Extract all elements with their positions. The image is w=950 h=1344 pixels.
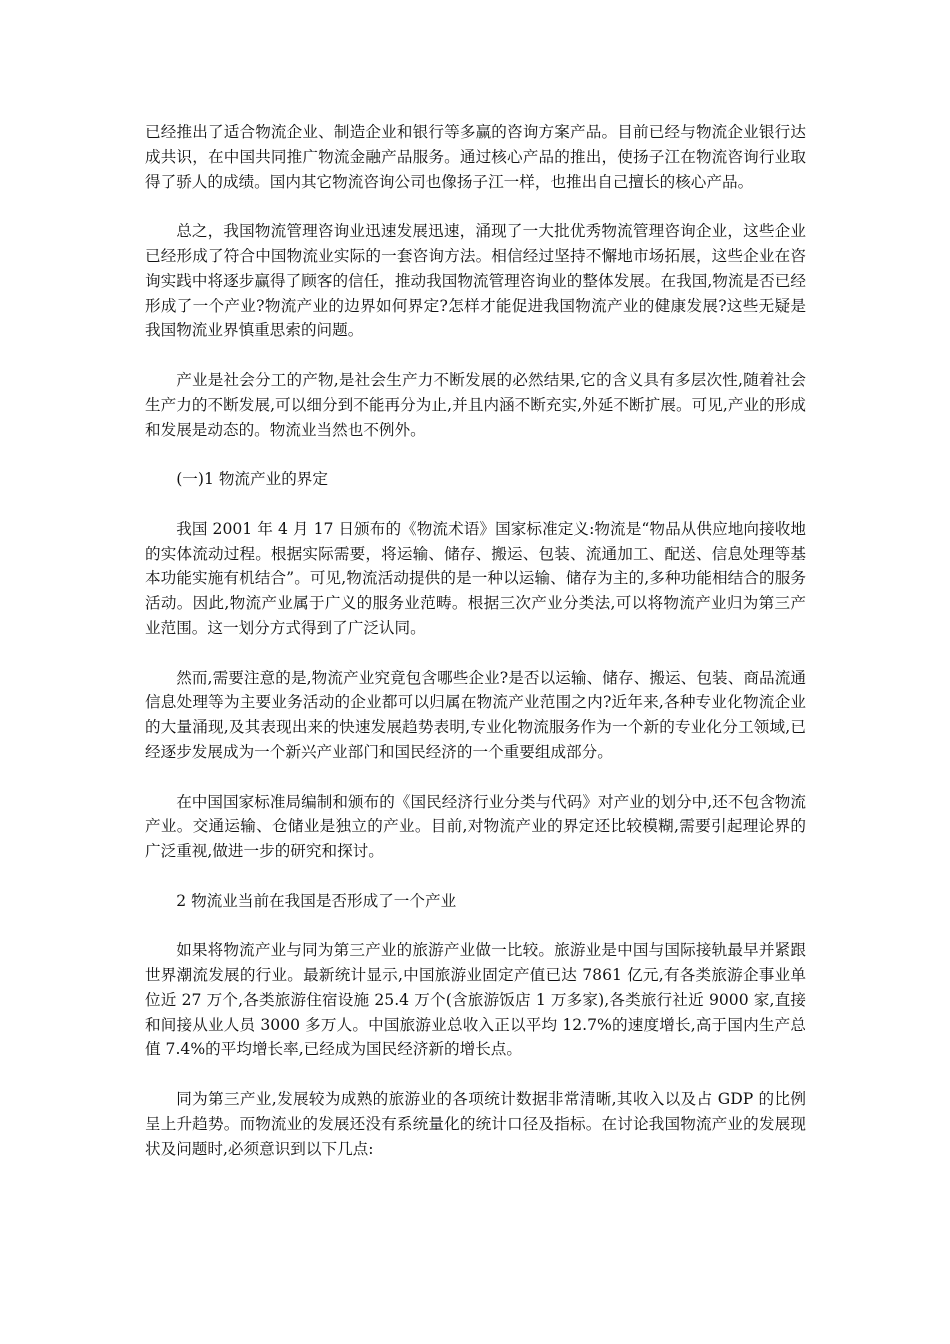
paragraph-standard-definition: 我国 2001 年 4 月 17 日颁布的《物流术语》国家标准定义:物流是“物品从供应地向接收地的实体流动过程。根据实际需要，将运输、储存、搬运、包装、流通加工、配送、信息处理等基本功能实施有机结合”。可见,物流活动提供的是一种以运输、储存为主的,多种功能相结合的服务活动。因此,物流产业属于广义的服务业范畴。根据三次产业分类法,可以将物流产业归为第三产业范围。这一划分方式得到了广泛认同。 bbox=[145, 519, 806, 637]
paragraph-statistics: 同为第三产业,发展较为成熟的旅游业的各项统计数据非常清晰,其收入以及占 GDP 的比例呈上升趋势。而物流业的发展还没有系统量化的统计口径及指标。在讨论我国物流产业的发展现状及问题时,必须意识到以下几点: bbox=[145, 1090, 806, 1158]
paragraph-classification: 在中国国家标准局编制和颁布的《国民经济行业分类与代码》对产业的划分中,还不包含物流产业。交通运输、仓储业是独立的产业。目前,对物流产业的界定还比较模糊,需要引起理论界的广泛重视,做进一步的研究和探讨。 bbox=[145, 792, 806, 861]
section-heading-2: 2 物流业当前在我国是否形成了一个产业 bbox=[176, 891, 457, 910]
paragraph-tourism-comparison: 如果将物流产业与同为第三产业的旅游产业做一比较。旅游业是中国与国际接轨最早并紧跟世界潮流发展的行业。最新统计显示,中国旅游业固定产值已达 7861 亿元,有各类旅游企事业单位近 27 万个,各类旅游住宿设施 25.4 万个(含旅游饭店 1 万多家),各类旅行社近 9000 家,直接和间接从业人员 3000 多万人。中国旅游业总收入正以平均 12.7%的速度增长,高于国内生产总值 7.4%的平均增长率,已经成为国民经济新的增长点。 bbox=[145, 941, 806, 1059]
paragraph-industry-definition: 产业是社会分工的产物,是社会生产力不断发展的必然结果,它的含义具有多层次性,随着社会生产力的不断发展,可以细分到不能再分为止,并且内涵不断充实,外延不断扩展。可见,产业的形成和发展是动态的。物流业当然也不例外。 bbox=[145, 370, 806, 439]
section-heading-1: (一)1 物流产业的界定 bbox=[176, 470, 328, 489]
document-page bbox=[145, 120, 806, 1186]
paragraph-note: 然而,需要注意的是,物流产业究竟包含哪些企业?是否以运输、储存、搬运、包装、商品流通信息处理等为主要业务活动的企业都可以归属在物流产业范围之内?近年来,各种专业化物流企业的大量涌现,及其表现出来的快速发展趋势表明,专业化物流服务作为一个新的专业化分工领域,已经逐步发展成为一个新兴产业部门和国民经济的一个重要组成部分。 bbox=[145, 668, 806, 761]
paragraph-continuation: 已经推出了适合物流企业、制造企业和银行等多赢的咨询方案产品。目前已经与物流企业银行达成共识，在中国共同推广物流金融产品服务。通过核心产品的推出，使扬子江在物流咨询行业取得了骄人的成绩。国内其它物流咨询公司也像扬子江一样，也推出自己擅长的核心产品。 bbox=[145, 123, 806, 191]
paragraph-summary: 总之，我国物流管理咨询业迅速发展迅速，涌现了一大批优秀物流管理咨询企业，这些企业已经形成了符合中国物流业实际的一套咨询方法。相信经过坚持不懈地市场拓展，这些企业在咨询实践中将逐步赢得了顾客的信任，推动我国物流管理咨询业的整体发展。在我国,物流是否已经形成了一个产业?物流产业的边界如何界定?怎样才能促进我国物流产业的健康发展?这些无疑是我国物流业界慎重思索的问题。 bbox=[145, 222, 806, 340]
